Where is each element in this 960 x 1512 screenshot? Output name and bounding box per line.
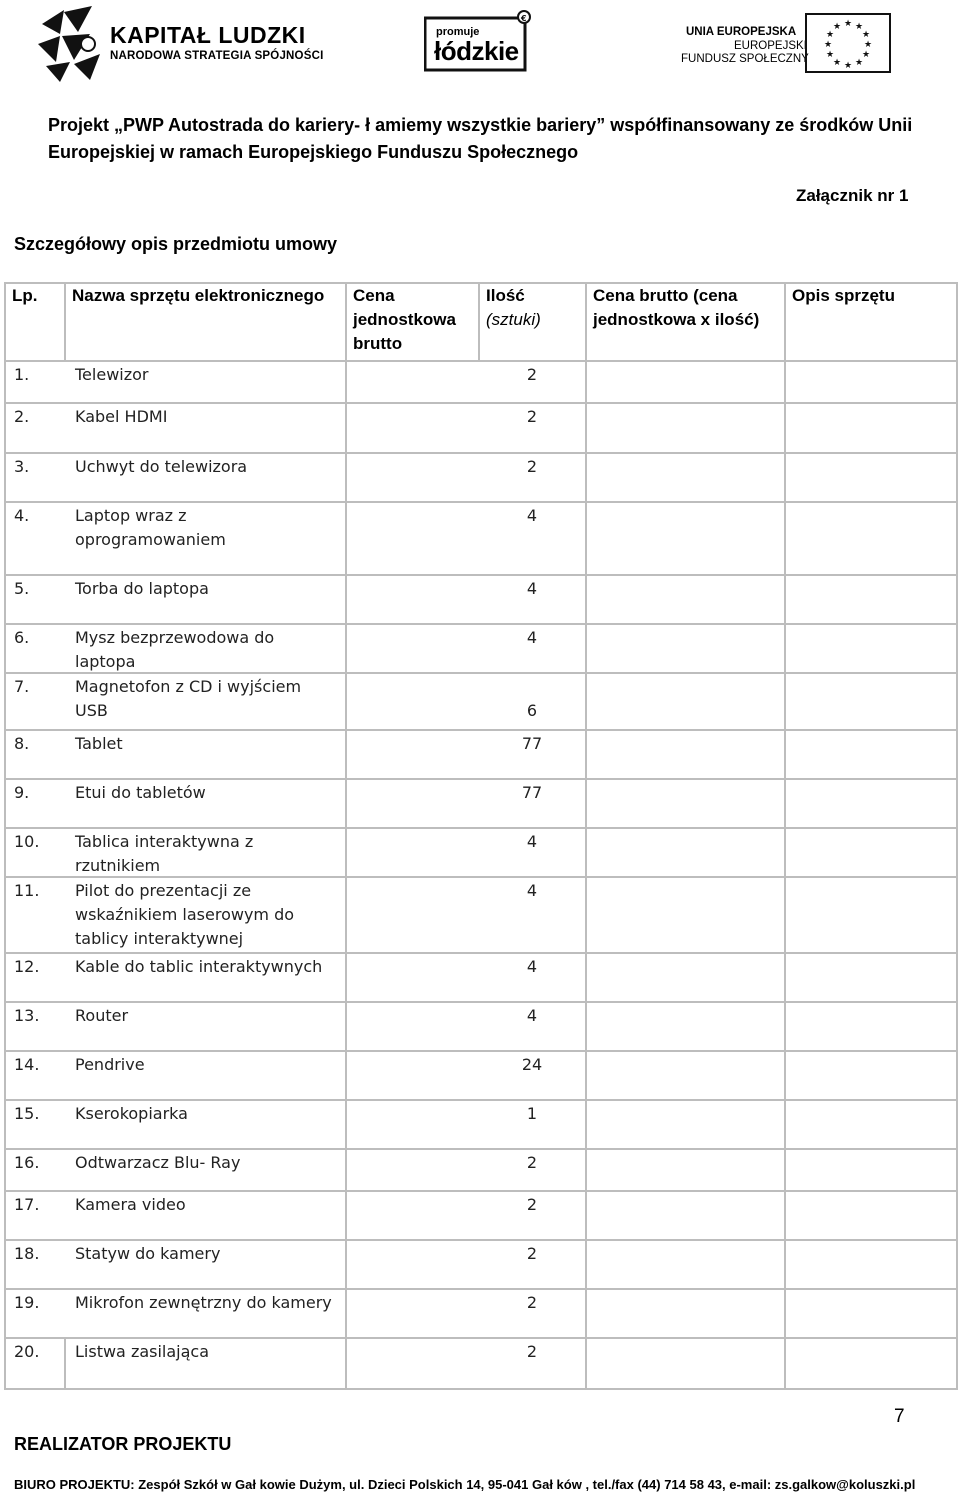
realizator-label: REALIZATOR PROJEKTU: [14, 1434, 232, 1454]
row-divider: [4, 1190, 958, 1192]
svg-text:★: ★: [864, 40, 873, 50]
row-name: Tablet: [75, 734, 123, 753]
row-number: 9.: [14, 783, 30, 802]
column-divider: [585, 282, 587, 1388]
svg-text:★: ★: [862, 50, 871, 60]
row-divider: [4, 876, 958, 878]
header-name: Nazwa sprzętu elektronicznego: [72, 286, 325, 305]
column-divider: [4, 282, 6, 1388]
row-number: 6.: [14, 628, 30, 647]
row-quantity: 24: [521, 1055, 543, 1074]
ue-line3: FUNDUSZ SPOŁECZNY: [681, 53, 809, 65]
column-divider: [345, 282, 347, 1388]
row-divider: [4, 778, 958, 780]
row-quantity: 2: [526, 1153, 538, 1172]
row-quantity: 6: [526, 701, 538, 720]
header-lp: Lp.: [12, 286, 38, 305]
column-divider: [64, 1337, 66, 1388]
row-number: 4.: [14, 506, 30, 525]
row-quantity: 2: [526, 365, 538, 384]
row-quantity: 4: [526, 881, 538, 900]
row-divider: [4, 623, 958, 625]
row-number: 3.: [14, 457, 30, 476]
header-desc: Opis sprzętu: [792, 286, 895, 305]
row-name: Pendrive: [75, 1055, 145, 1074]
row-name: Kable do tablic interaktywnych: [75, 957, 323, 976]
row-number: 14.: [14, 1055, 40, 1074]
row-number: 10.: [14, 832, 40, 851]
row-name-line3: tablicy interaktywnej: [75, 929, 244, 948]
svg-text:★: ★: [844, 61, 853, 71]
row-name: Kserokopiarka: [75, 1104, 188, 1123]
row-quantity: 2: [526, 457, 538, 476]
row-number: 2.: [14, 407, 30, 426]
kapital-ludzki-subtitle: NARODOWA STRATEGIA SPÓJNOŚCI: [110, 50, 324, 62]
row-number: 11.: [14, 881, 40, 900]
page-number: 7: [894, 1406, 905, 1427]
row-name: Statyw do kamery: [75, 1244, 221, 1263]
section-title: Szczegółowy opis przedmiotu umowy: [14, 234, 338, 254]
row-quantity: 4: [526, 832, 538, 851]
row-quantity: 2: [526, 1244, 538, 1263]
footer-address: BIURO PROJEKTU: Zespół Szkół w Gał kowie Dużym, ul. Dzieci Polskich 14, 95-041 Gał ków , tel./fax (44) 714 58 43, e-mail: zs.galkow@koluszki.pl: [14, 1477, 916, 1492]
row-name: Kamera video: [75, 1195, 186, 1214]
row-divider: [4, 574, 958, 576]
row-divider: [4, 827, 958, 829]
kapital-ludzki-title: KAPITAŁ LUDZKI: [110, 22, 306, 48]
ue-line2: EUROPEJSKI: [734, 40, 807, 52]
column-divider: [478, 282, 480, 360]
svg-text:★: ★: [862, 30, 871, 40]
svg-text:★: ★: [855, 22, 864, 32]
row-divider: [4, 402, 958, 404]
row-name: Pilot do prezentacji ze: [75, 881, 252, 900]
row-name: Telewizor: [75, 365, 149, 384]
svg-text:★: ★: [833, 58, 842, 68]
ue-line1: UNIA EUROPEJSKA: [686, 26, 797, 38]
lodzkie-label: łódzkie: [434, 36, 519, 66]
row-name-line2: USB: [75, 701, 108, 720]
row-divider: [4, 1337, 958, 1339]
row-divider: [4, 672, 958, 674]
row-quantity: 4: [526, 628, 538, 647]
row-divider: [4, 1001, 958, 1003]
row-quantity: 2: [526, 1342, 538, 1361]
row-divider: [4, 952, 958, 954]
row-divider: [4, 1050, 958, 1052]
row-name: Kabel HDMI: [75, 407, 168, 426]
row-quantity: 1: [526, 1104, 538, 1123]
row-number: 15.: [14, 1104, 40, 1123]
eu-flag-icon: [804, 12, 892, 74]
row-quantity: 2: [526, 1293, 538, 1312]
svg-text:€: €: [521, 14, 527, 23]
header-qty: Ilość: [486, 286, 525, 305]
row-divider: [4, 1148, 958, 1150]
row-number: 16.: [14, 1153, 40, 1172]
svg-text:★: ★: [826, 30, 835, 40]
row-name-line2: oprogramowaniem: [75, 530, 226, 549]
kapital-ludzki-logo-icon: [34, 4, 106, 84]
row-number: 19.: [14, 1293, 40, 1312]
project-title: Projekt „PWP Autostrada do kariery- ł amiemy wszystkie bariery” współfinansowany ze środków Unii Europejskiej w ramach Europejskiego Funduszu Społecznego: [48, 115, 913, 162]
row-name: Laptop wraz z: [75, 506, 187, 525]
row-name: Mikrofon zewnętrzny do kamery: [75, 1293, 332, 1312]
svg-text:★: ★: [824, 40, 833, 50]
row-number: 17.: [14, 1195, 40, 1214]
row-divider: [4, 282, 958, 284]
svg-text:★: ★: [833, 22, 842, 32]
row-name: Etui do tabletów: [75, 783, 206, 802]
row-divider: [4, 501, 958, 503]
row-number: 12.: [14, 957, 40, 976]
row-name: Tablica interaktywna z: [75, 832, 254, 851]
svg-text:★: ★: [826, 50, 835, 60]
equipment-table: [4, 282, 958, 1388]
row-name: Magnetofon z CD i wyjściem: [75, 677, 302, 696]
attachment-label: Załącznik nr 1: [796, 186, 909, 205]
row-name-line2: rzutnikiem: [75, 856, 161, 875]
column-divider: [956, 282, 958, 1388]
row-number: 5.: [14, 579, 30, 598]
promuje-label: promuje: [436, 26, 480, 38]
row-divider: [4, 1388, 958, 1390]
row-quantity: 4: [526, 1006, 538, 1025]
row-quantity: 4: [526, 957, 538, 976]
row-divider: [4, 1288, 958, 1290]
row-name-line2: laptopa: [75, 652, 136, 671]
row-quantity: 2: [526, 1195, 538, 1214]
row-quantity: 4: [526, 579, 538, 598]
row-divider: [4, 729, 958, 731]
row-quantity: 77: [521, 734, 543, 753]
row-divider: [4, 1239, 958, 1241]
row-name: Mysz bezprzewodowa do: [75, 628, 275, 647]
row-name: Torba do laptopa: [75, 579, 209, 598]
header-total: Cena brutto (cena jednostkowa x ilość): [593, 286, 760, 329]
header-unit-price: Cena jednostkowa brutto: [353, 286, 456, 353]
row-number: 7.: [14, 677, 30, 696]
row-number: 13.: [14, 1006, 40, 1025]
row-name: Router: [75, 1006, 129, 1025]
svg-text:★: ★: [844, 19, 853, 29]
row-quantity: 77: [521, 783, 543, 802]
header-qty-unit: (sztuki): [486, 310, 541, 329]
row-name: Listwa zasilająca: [75, 1342, 210, 1361]
row-number: 1.: [14, 365, 30, 384]
row-divider: [4, 452, 958, 454]
row-divider: [4, 1099, 958, 1101]
row-number: 20.: [14, 1342, 40, 1361]
row-quantity: 4: [526, 506, 538, 525]
column-divider: [784, 282, 786, 1388]
row-number: 8.: [14, 734, 30, 753]
row-divider: [4, 360, 958, 362]
row-name: Odtwarzacz Blu- Ray: [75, 1153, 241, 1172]
column-divider: [64, 282, 66, 360]
row-number: 18.: [14, 1244, 40, 1263]
row-name: Uchwyt do telewizora: [75, 457, 248, 476]
row-quantity: 2: [526, 407, 538, 426]
row-name-line2: wskaźnikiem laserowym do: [75, 905, 295, 924]
svg-text:★: ★: [855, 58, 864, 68]
